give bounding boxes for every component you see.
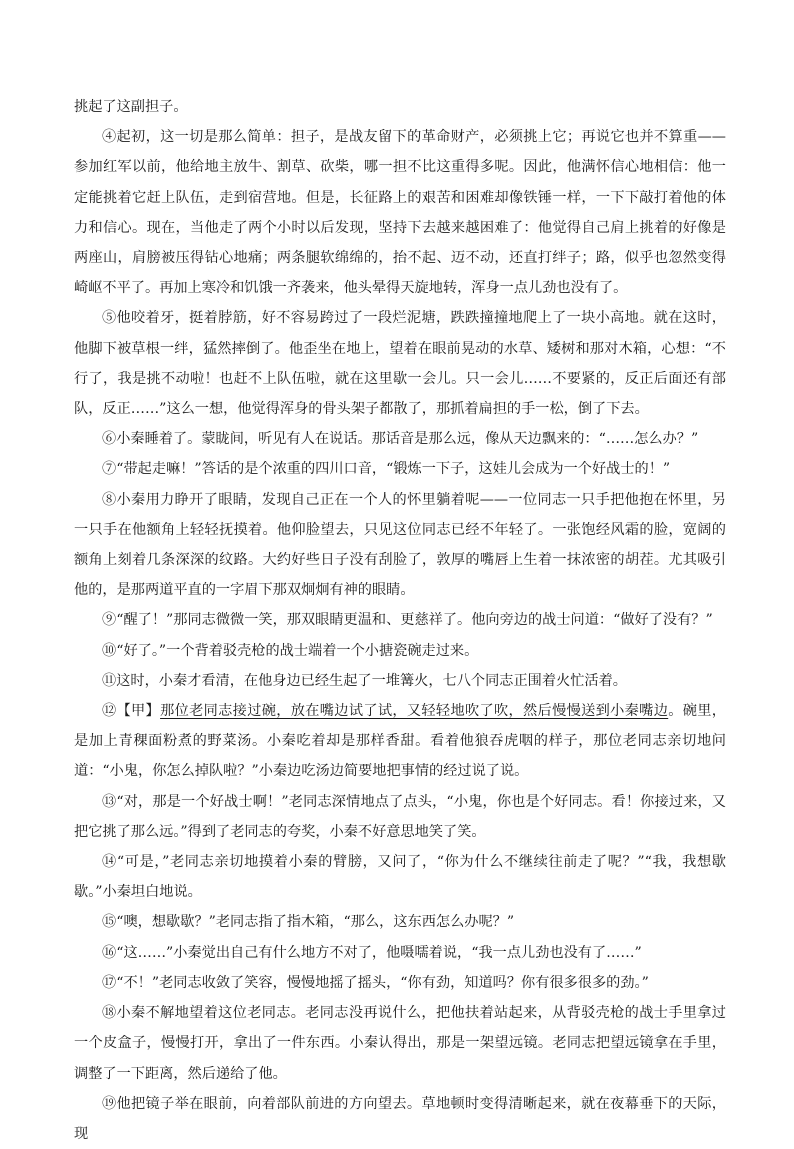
paragraph-16: ⑯“这……”小秦觉出自己有什么地方不对了，他嗫嚅着说，“我一点儿劲也没有了……”: [102, 944, 642, 961]
paragraph-continuation: 挑起了这副担子。: [74, 99, 188, 115]
paragraph-7: ⑦“带起走嘛！”答话的是个浓重的四川口音，“锻炼一下子，这娃儿会成为一个好战士的！”: [102, 461, 671, 478]
paragraph-11: ⑪这时，小秦才看清，在他身边已经生起了一堆篝火，七八个同志正围着火忙活着。: [102, 672, 627, 689]
paragraph-15: ⑮“噢，想歇歇？”老同志指了指木箱，“那么，这东西怎么办呢？”: [102, 914, 515, 931]
paragraph-19: ⑲他把镜子举在眼前，向着部队前进的方向望去。草地顿时变得清晰起来，就在夜幕垂下的天际，现: [74, 1095, 726, 1142]
underlined-sentence: 那位老同志接过碗，放在嘴边试了试，又轻轻地吹了吹，然后慢慢送到小秦嘴边: [160, 703, 669, 720]
paragraph-18: ⑱小秦不解地望着这位老同志。老同志没再说什么，把他扶着站起来，从背驳壳枪的战士手里拿过一个皮盒子，慢慢打开，拿出了一件东西。小秦认得出，那是一架望远镜。老同志把望远镜拿在手里，调整了一下距离，然后递给了他。: [74, 1005, 726, 1082]
paragraph-17: ⑰“不！”老同志收敛了笑容，慢慢地摇了摇头，“你有劲，知道吗？你有很多很多的劲。”: [102, 974, 649, 991]
paragraph-4: ④起初，这一切是那么简单：担子，是战友留下的革命财产，必须挑上它；再说它也并不算重——参加红军以前，他给地主放牛、割草、砍柴，哪一担不比这重得多呢。因此，他满怀信心地相信：他一定能挑着它赶上队伍，走到宿营地。但是，长征路上的艰苦和困难却像铁锤一样，一下下敲打着他的体力和信心。现在，当他走了两个小时以后发现，坚持下去越来越困难了：他觉得自己肩上挑着的好像是两座山，肩膀被压得钻心地痛；两条腿软绵绵的，抬不起、迈不动，还直打绊子；路，似乎也忽然变得崎岖不平了。再加上寒冷和饥饿一齐袭来，他头晕得天旋地转，浑身一点儿劲也没有了。: [74, 129, 726, 297]
paragraph-5: ⑤他咬着牙，挺着脖筋，好不容易跨过了一段烂泥塘，跌跌撞撞地爬上了一块小高地。就在这时，他脚下被草根一绊，猛然摔倒了。他歪坐在地上，望着在眼前晃动的水草、矮树和那对木箱，心想：“不行了，我是挑不动啦！也赶不上队伍啦，就在这里歇一会儿。只一会儿……不要紧的，反正后面还有部队，反正……”这么一想，他觉得浑身的骨头架子都散了，那抓着扁担的手一松，倒了下去。: [74, 310, 726, 418]
paragraph-9: ⑨“醒了！”那同志微微一笑，那双眼睛更温和、更慈祥了。他向旁边的战士问道：“做好了没有？”: [102, 612, 713, 629]
paragraph-13: ⑬“对，那是一个好战士啊！”老同志深情地点了点头，“小鬼，你也是个好同志。看！你接过来，又把它挑了那么远。”得到了老同志的夸奖，小秦不好意思地笑了笑。: [74, 793, 726, 840]
paragraph-6: ⑥小秦睡着了。蒙眬间，听见有人在说话。那话音是那么远，像从天边飘来的：“……怎么办？”: [102, 431, 699, 448]
paragraph-12: ⑫【甲】那位老同志接过碗，放在嘴边试了试，又轻轻地吹了吹，然后慢慢送到小秦嘴边。碗里，是加上青稞面粉煮的野菜汤。小秦吃着却是那样香甜。看着他狼吞虎咽的样子，那位老同志亲切地问道：“小鬼，你怎么掉队啦？”小秦边吃汤边简要地把事情的经过说了说。: [74, 703, 726, 780]
document-page: [74, 92, 726, 1149]
marker-jia: ⑫【甲】: [102, 703, 161, 720]
paragraph-10: ⑩“好了。”一个背着驳壳枪的战士端着一个小搪瓷碗走过来。: [102, 642, 479, 659]
paragraph-8: ⑧小秦用力睁开了眼睛，发现自己正在一个人的怀里躺着呢——一位同志一只手把他抱在怀里，另一只手在他额角上轻轻抚摸着。他仰脸望去，只见这位同志已经不年轻了。一张饱经风霜的脸，宽阔的额角上刻着几条深深的纹路。大约好些日子没有刮脸了，敦厚的嘴唇上生着一抹浓密的胡茬。尤其吸引他的，是那两道平直的一字眉下那双炯炯有神的眼睛。: [74, 491, 726, 599]
paragraph-14: ⑭“可是，”老同志亲切地摸着小秦的臂膀，又问了，“你为什么不继续往前走了呢？”“我，我想歇歇。”小秦坦白地说。: [74, 854, 726, 901]
